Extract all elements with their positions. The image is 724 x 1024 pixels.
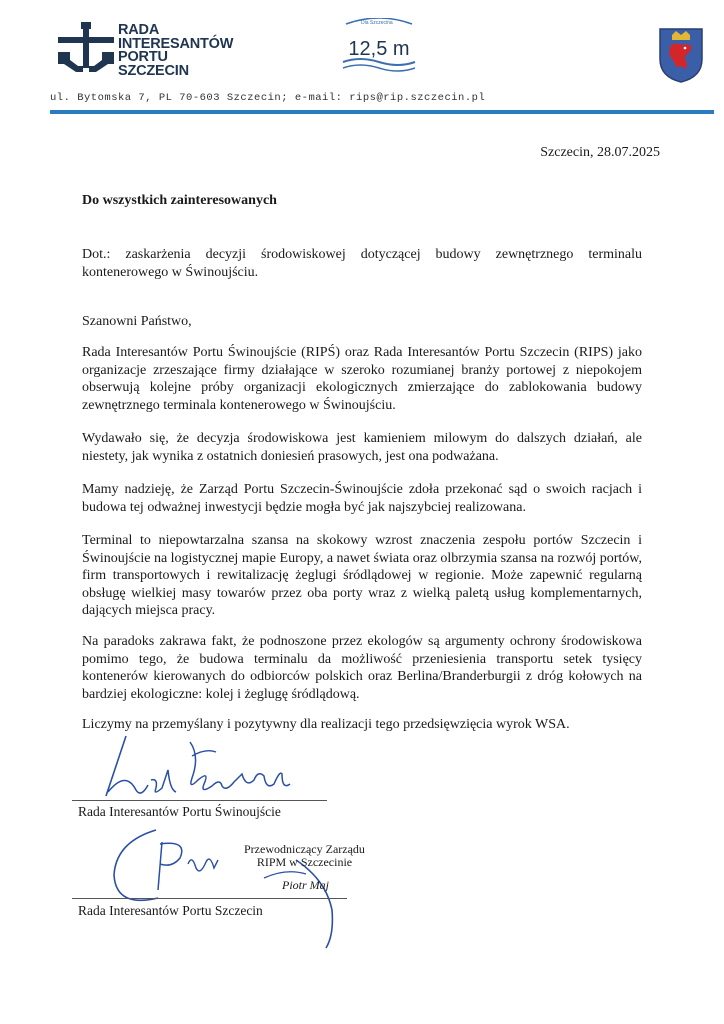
letter-paragraph: Na paradoks zakrawa fakt, że podnoszone przez ekologów są argumenty ochrony środowiskowa pomimo tego, że budowa terminalu da możliwość przeniesienia transportu setek tysięcy kontenerów kierowanych do odbiorców polskich oraz Berlina/Branderburgii z dróg kołowych na bardziej ekologiczne: kolej i żeglugę śródlądową. [82,634,642,702]
letter-subject: Dot.: zaskarżenia decyzji środowiskowej dotyczącej budowy zewnętrznego terminalu kontenerowego w Świnoujściu. [82,247,642,280]
signature-line [72,898,347,899]
signatory-szczecin: Rada Interesantów Portu Szczecin [78,903,263,918]
organization-address: ul. Bytomska 7, PL 70-603 Szczecin; e-mail: rips@rip.szczecin.pl [50,92,486,104]
anchor-logo [56,22,116,76]
letter-addressee: Do wszystkich zainteresowanych [82,193,277,208]
handwritten-signature-swinoujscie [96,730,326,810]
organization-name: RADA INTERESANTÓW PORTU SZCZECIN [118,22,234,79]
header-divider [50,110,714,114]
letter-paragraph: Mamy nadzieję, że Zarząd Portu Szczecin-Świnoujście zdoła przekonać sąd o swoich racjach i budowa tej odważnej inwestycji będzie mogła być jak najszybciej realizowana. [82,482,642,515]
depth-value: 12,5 m [348,38,410,60]
depth-logo-caption: Dla Szczecina [361,20,393,26]
letter-paragraph: Rada Interesantów Portu Świnoujście (RIPŚ) oraz Rada Interesantów Portu Szczecin (RIPS) jako organizacje zrzeszające firmy działające w szeroko rozumianej branży portowej z niepokojem obserwują kolejne próby organizacji ekologicznych zmierzające do zablokowania budowy zewnętrznego terminala kontenerowego w Świnoujściu. [82,345,642,413]
letter-paragraph: Liczymy na przemyślany i pozytywny dla realizacji tego przedsięwzięcia wyrok WSA. [82,717,570,732]
handwritten-signature-szczecin [96,820,396,950]
szczecin-coat-of-arms [658,27,704,83]
letter-paragraph: Terminal to niepowtarzalna szansa na skokowy wzrost znaczenia zespołu portów Szczecin i Świnoujście na logistycznej mapie Europy, a nawet świata oraz olbrzymia szansa na rozwój portów, firm transportowych i rewitalizację żeglugi śródlądowej w regionie. Może zapewnić regularną obsługę wielkiej masy towarów przez oba porty wraz z wielką paletą usług komplementarnych, dających miejsca pracy. [82,533,642,618]
signature-line [72,800,327,801]
letter-greeting: Szanowni Państwo, [82,314,192,329]
stamp-name: Piotr Maj [282,878,329,892]
stamp-title: Przewodniczący Zarządu RIPM w Szczecinie [244,842,365,869]
letter-date: Szczecin, 28.07.2025 [540,145,660,160]
signatory-swinoujscie: Rada Interesantów Portu Świnoujście [78,804,281,819]
letter-paragraph: Wydawało się, że decyzja środowiskowa jest kamieniem milowym do dalszych działań, ale niestety, jak wynika z ostatnich doniesień prasowych, jest ona podważana. [82,431,642,464]
